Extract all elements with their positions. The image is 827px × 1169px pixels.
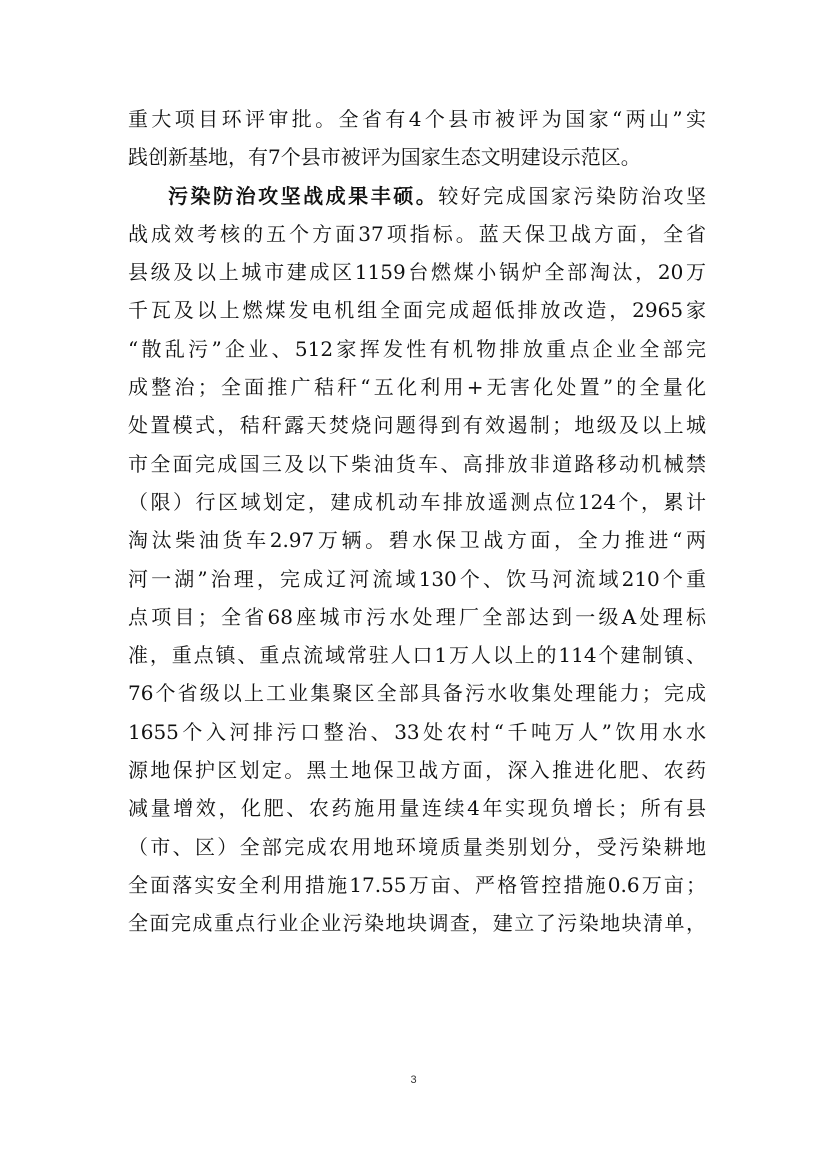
text-line-6: 千瓦及以上燃煤发电机组全面完成超低排放改造，2965家 [128,298,706,323]
text-line-21: 全面落实安全利用措施17.55万亩、严格管控措施0.6万亩； [128,872,706,897]
text-line-20: （市、区）全部完成农用地环境质量类别划分，受污染耕地 [128,834,706,859]
text-line-10: 市全面完成国三及以下柴油货车、高排放非道路移动机械禁 [128,451,706,476]
text-line-17: 1655个入河排污口整治、33处农村“千吨万人”饮用水水 [128,719,706,744]
text-line-11: （限）行区域划定，建成机动车排放遥测点位124个，累计 [128,489,706,514]
paragraph-first-line-text: 较好完成国家污染防治攻坚 [438,183,706,208]
text-line-1: 重大项目环评审批。全省有4个县市被评为国家“两山”实 [128,107,706,131]
text-line-22: 全面完成重点行业企业污染地块调查，建立了污染地块清单， [128,911,706,936]
text-line-15: 准，重点镇、重点流域常驻人口1万人以上的114个建制镇、 [128,643,706,668]
text-line-5: 县级及以上城市建成区1159台燃煤小锅炉全部淘汰，20万 [128,260,706,285]
text-line-4: 战成效考核的五个方面37项指标。蓝天保卫战方面，全省 [128,221,706,246]
text-line-19: 减量增效，化肥、农药施用量连续4年实现负增长；所有县 [128,796,706,821]
text-line-18: 源地保护区划定。黑土地保卫战方面，深入推进化肥、农药 [128,758,706,783]
body-text [128,100,706,943]
text-line-16: 76个省级以上工业集聚区全部具备污水收集处理能力；完成 [128,681,706,706]
page-number: 3 [410,1074,417,1086]
paragraph-heading-line [128,177,706,215]
text-line-12: 淘汰柴油货车2.97万辆。碧水保卫战方面，全力推进“两 [128,528,706,553]
text-line-8: 成整治；全面推广秸秆“五化利用+无害化处置”的全量化 [128,375,706,400]
paragraph-heading: 污染防治攻坚战成果丰硕。 [168,183,439,208]
text-line-7: “散乱污”企业、512家挥发性有机物排放重点企业全部完 [128,336,706,361]
text-line-14: 点项目；全省68座城市污水处理厂全部达到一级A处理标 [128,604,706,629]
text-line-9: 处置模式，秸秆露天焚烧问题得到有效遏制；地级及以上城 [128,413,706,438]
text-line-13: 河一湖”治理，完成辽河流域130个、饮马河流域210个重 [128,566,706,591]
text-line-2: 践创新基地，有7个县市被评为国家生态文明建设示范区。 [128,145,641,170]
